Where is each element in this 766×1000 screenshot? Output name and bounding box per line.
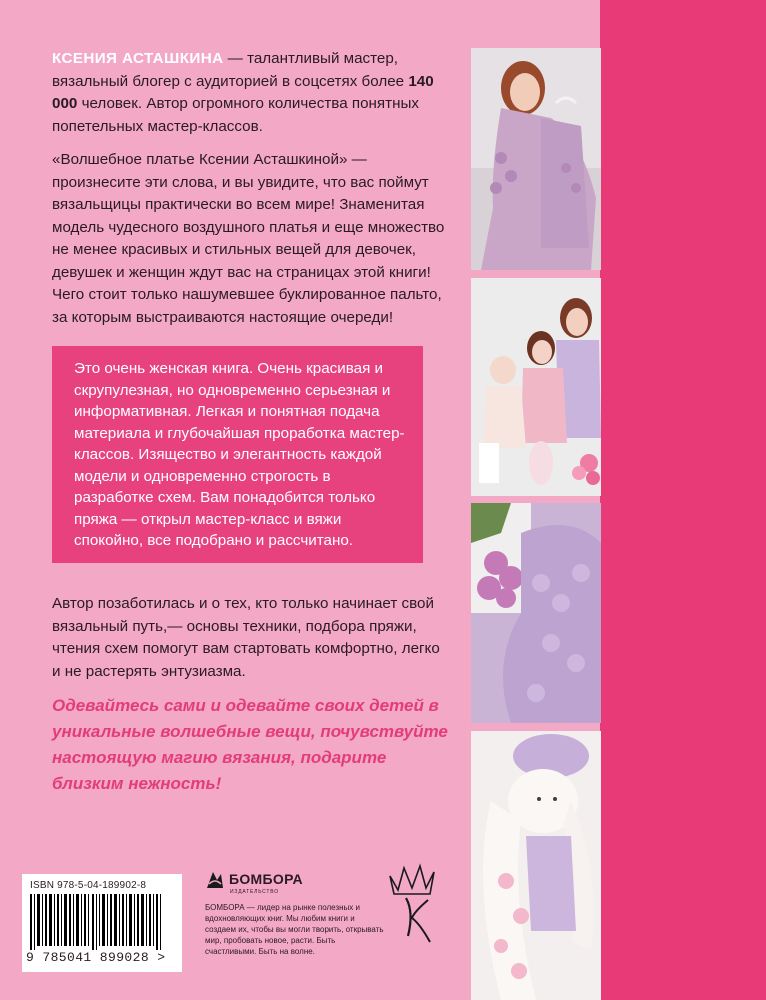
photo-boucle-coat-and-hydrangea — [471, 503, 601, 723]
photo-girls-in-knitwear — [471, 278, 601, 496]
intro-text-end: человек. Автор огромного количества понятных попетельных мастер-классов. — [52, 95, 419, 135]
photo-knitted-bunny-toy — [471, 731, 601, 1000]
bombora-logo-icon — [205, 868, 225, 890]
tagline: Одевайтесь сами и одевайте своих детей в уникальные волшебные вещи, почувствуйте настоящую магию вязания, подарите близким нежность! — [52, 696, 448, 793]
barcode-digits: 9 785041 899028 > — [26, 950, 166, 965]
isbn-label: ISBN 978-5-04-189902-8 — [30, 880, 147, 891]
intro-text: — талантливый мастер, вязальный блогер с аудиторией в соцсетях более — [52, 50, 409, 90]
author-name: КСЕНИЯ АСТАШКИНА — [52, 50, 224, 67]
audience-count: 140 000 — [52, 72, 434, 112]
publisher-logo — [205, 868, 385, 890]
publisher-sub: ИЗДАТЕЛЬСТВО — [230, 889, 279, 895]
barcode-icon — [30, 894, 174, 950]
dress-description-paragraph: «Волшебное платье Ксении Асташкиной» — произнесите эти слова, и вы увидите, что вас поймут вязальщицы практически во всем мире! Знаменитая модель чудесного воздушного платья и еще множество не менее красивых и стильных вещей для девочек, девушек и женщин ждут вас на страницах этой книги! Чего стоит только нашумевшее буклированное пальто, за которым выстраиваются настоящие очереди! — [52, 151, 445, 326]
accent-band — [600, 0, 766, 1000]
publisher-description: БОМБОРА — лидер на рынке полезных и вдохновляющих книг. Мы любим книги и создаем их, чтобы вы могли творить, открывать мир, пробовать новое, расти. Быть счастливыми. Быть на волне. — [205, 903, 384, 956]
review-quote-text: Это очень женская книга. Очень красивая и скрупулезная, но одновременно серьезная и информативная. Легкая и понятная подача материала и глубочайшая проработка мастер-классов. Изящество и элегантность каждой модели и одновременно строгость в разработке схем. Вам понадобится только пряжа — открыл мастер-класс и вяжи спокойно, все подобрано и рассчитано. — [74, 360, 405, 549]
publisher-block — [205, 868, 385, 957]
photo-author-with-cardigan — [471, 48, 601, 270]
beginner-paragraph: Автор позаботилась и о тех, кто только начинает свой вязальный путь,— основы техники, подбора пряжи, чтения схем помогут вам стартовать комфортно, легко и не растерять энтузиазма. — [52, 595, 440, 680]
barcode-box — [22, 874, 182, 972]
publisher-name: БОМБОРА — [229, 871, 303, 887]
crown-k-logo-icon — [384, 862, 440, 944]
author-intro-paragraph — [52, 48, 452, 138]
review-quote-box — [52, 346, 423, 563]
